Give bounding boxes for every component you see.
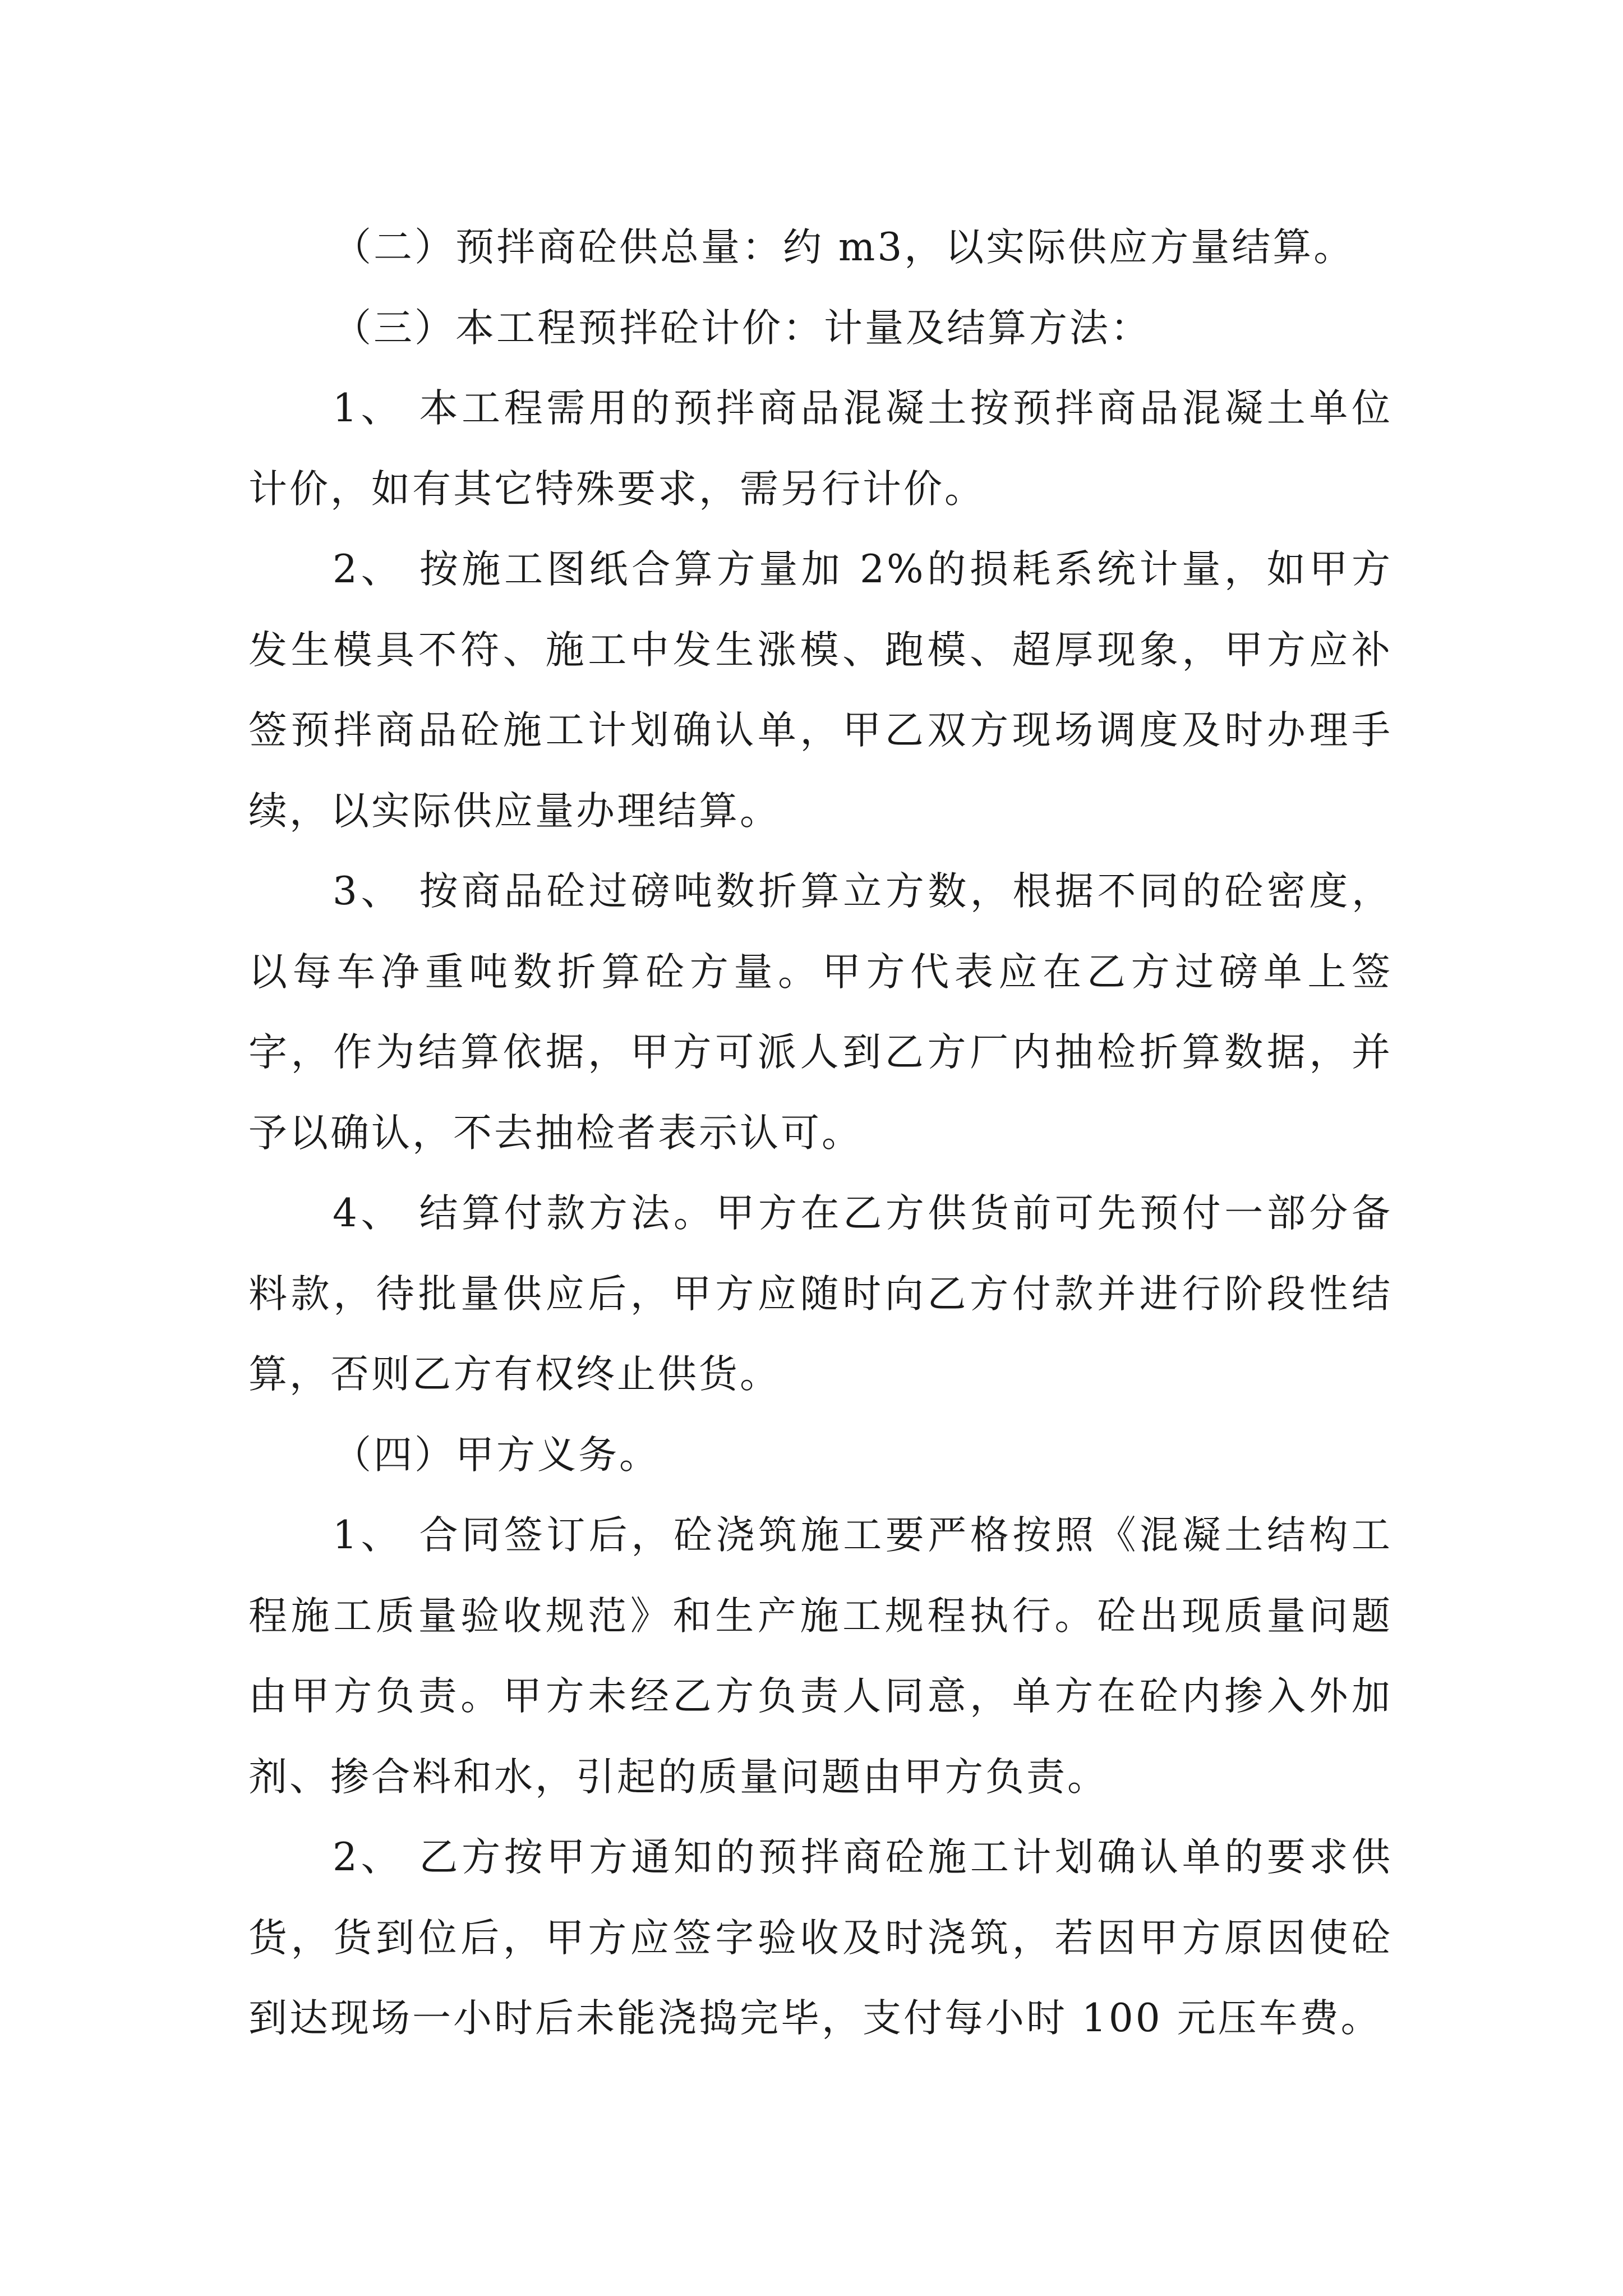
paragraph-pricing-heading: （三）本工程预拌砼计价：计量及结算方法： [333, 305, 1151, 351]
paragraph-pricing-item-1: 1、 本工程需用的预拌商品混凝土按预拌商品混凝土单位计价，如有其它特殊要求，需另行计价。 [248, 386, 1393, 512]
paragraph-party-a-obligations-heading: （四）甲方义务。 [333, 1432, 660, 1478]
paragraph-pricing-item-4: 4、 结算付款方法。甲方在乙方供货前可先预付一部分备料款，待批量供应后，甲方应随时向乙方付款并进行阶段性结算，否则乙方有权终止供货。 [248, 1191, 1393, 1397]
paragraph-pricing-item-3: 3、 按商品砼过磅吨数折算立方数，根据不同的砼密度，以每车净重吨数折算砼方量。甲方代表应在乙方过磅单上签字，作为结算依据，甲方可派人到乙方厂内抽检折算数据，并予以确认，不去抽检者表示认可。 [248, 869, 1393, 1156]
contract-text-body [248, 208, 1393, 2059]
paragraph-obligation-item-1: 1、 合同签订后，砼浇筑施工要严格按照《混凝土结构工程施工质量验收规范》和生产施工规程执行。砼出现质量问题由甲方负责。甲方未经乙方负责人同意，单方在砼内掺入外加剂、掺合料和水，引起的质量问题由甲方负责。 [248, 1513, 1393, 1800]
paragraph-obligation-item-2: 2、 乙方按甲方通知的预拌商砼施工计划确认单的要求供货，货到位后，甲方应签字验收及时浇筑，若因甲方原因使砼到达现场一小时后未能浇捣完毕，支付每小时 100 元压车费。 [248, 1835, 1393, 2041]
paragraph-pricing-item-2: 2、 按施工图纸合算方量加 2%的损耗系统计量，如甲方发生模具不符、施工中发生涨模、跑模、超厚现象，甲方应补签预拌商品砼施工计划确认单，甲乙双方现场调度及时办理手续，以实际供应量办理结算。 [248, 547, 1393, 834]
paragraph-supply-total: （二）预拌商砼供总量：约 m3，以实际供应方量结算。 [333, 225, 1355, 270]
